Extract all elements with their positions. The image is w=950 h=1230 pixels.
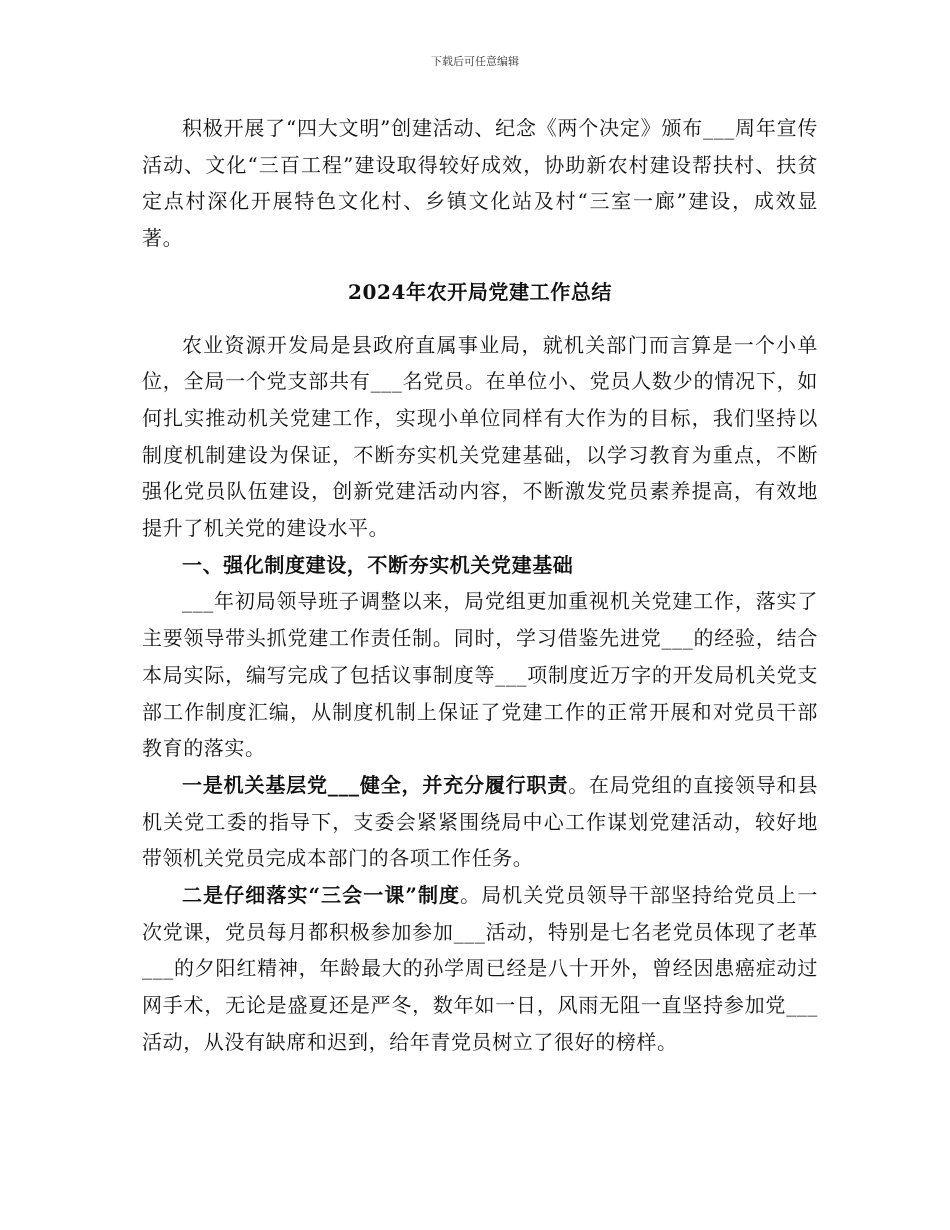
section-heading: 一、强化制度建设，不断夯实机关党建基础 — [182, 552, 574, 577]
point-lead-1: 一是机关基层党___健全，并充分履行职责 — [182, 772, 569, 797]
page-header-note: 下载后可任意编辑 — [431, 55, 519, 68]
section-paragraph: ___年初局领导班子调整以来，局党组更加重视机关党建工作，落实了主要领导带头抓党建工作责任制。同时，学习借鉴先进党___的经验，结合本局实际，编写完成了包括议事制度等___项制度近万字的开发局机关党支部工作制度汇编，从制度机制上保证了党建工作的正常开展和对党员干部教育的落实。 — [142, 589, 818, 761]
point-text-1: 。在局党组的直接领导和县机关党工委的指导下，支委会紧紧围绕局中心工作谋划党建活动，较好地带领机关党员完成本部门的各项工作任务。 — [142, 772, 818, 871]
opening-paragraph: 农业资源开发局是县政府直属事业局，就机关部门而言算是一个小单位，全局一个党支部共有___名党员。在单位小、党员人数少的情况下，如何扎实推动机关党建工作，实现小单位同样有大作为的目标，我们坚持以制度机制建设为保证，不断夯实机关党建基础，以学习教育为重点，不断强化党员队伍建设，创新党建活动内容，不断激发党员素养提高，有效地提升了机关党的建设水平。 — [142, 332, 818, 541]
document-body — [142, 110, 818, 1061]
point-paragraph-2 — [142, 877, 818, 1061]
point-text-2: 。局机关党员领导干部坚持给党员上一次党课，党员每月都积极参加参加___活动，特别是七名老党员体现了老革___的夕阳红精神，年龄最大的孙学周已经是八十开外，曾经因患癌症动过网手术，无论是盛夏还是严冬，数年如一日，风雨无阻一直坚持参加党___活动，从没有缺席和迟到，给年青党员树立了很好的榜样。 — [142, 883, 818, 1054]
point-lead-2: 二是仔细落实“三会一课”制度 — [182, 883, 461, 908]
document-title: 2024年农开局党建工作总结 — [347, 279, 613, 304]
intro-paragraph: 积极开展了“四大文明”创建活动、纪念《两个决定》颁布___周年宣传活动、文化“三百工程”建设取得较好成效，协助新农村建设帮扶村、扶贫定点村深化开展特色文化村、乡镇文化站及村“三室一廊”建设，成效显著。 — [142, 116, 818, 251]
point-paragraph-1 — [142, 767, 818, 877]
